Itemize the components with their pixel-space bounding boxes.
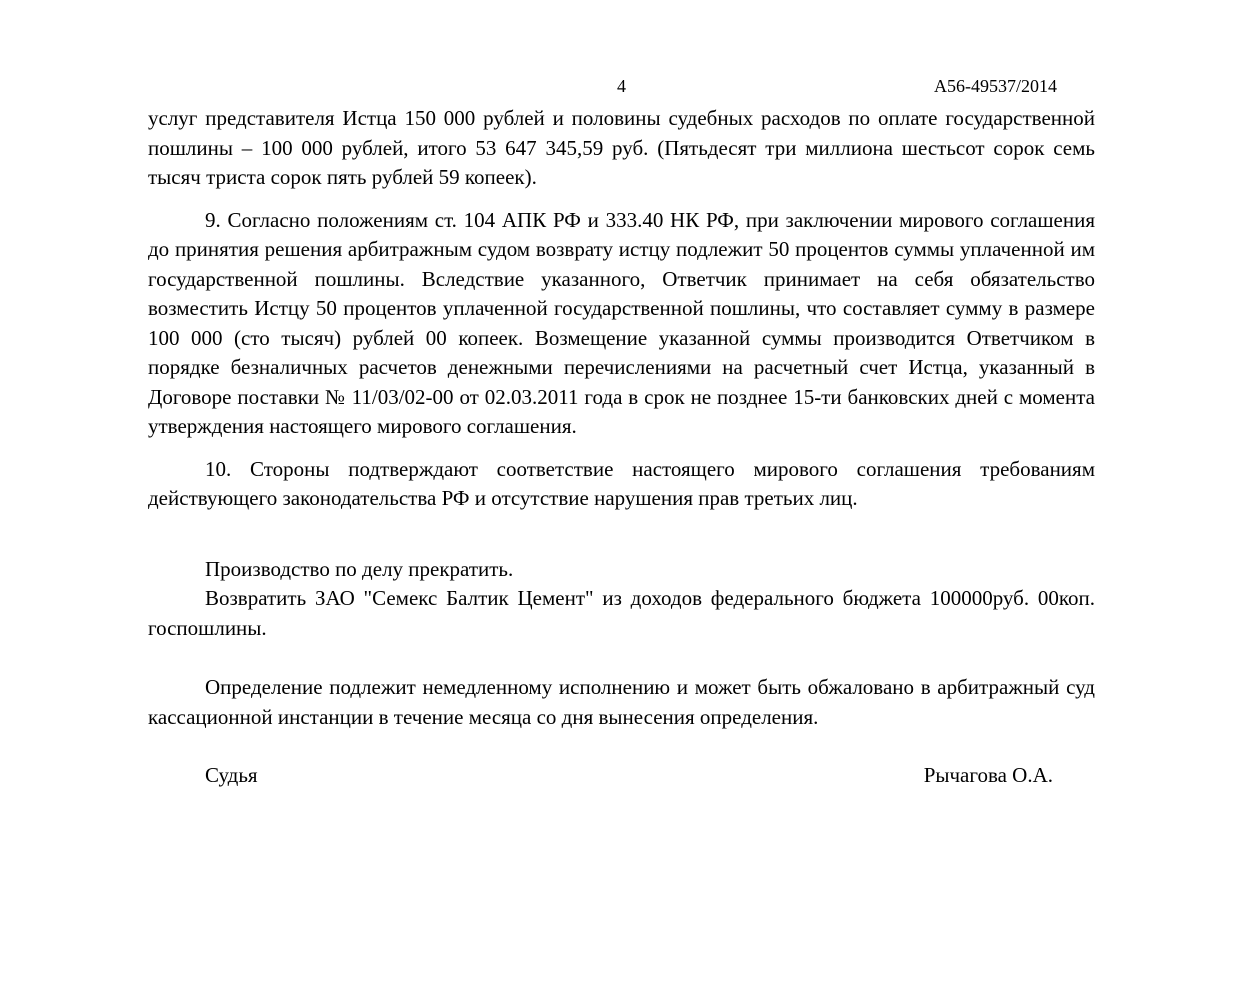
page-number: 4	[617, 76, 626, 96]
judge-label: Судья	[205, 763, 258, 787]
document-body	[148, 104, 1095, 791]
paragraph-ruling-appeal: Определение подлежит немедленному исполнению и может быть обжаловано в арбитражный суд кассационной инстанции в течение месяца со дня вынесения определения.	[148, 675, 1095, 729]
paragraph-continuation: услуг представителя Истца 150 000 рублей и половины судебных расходов по оплате государственной пошлины – 100 000 рублей, итого 53 647 345,59 руб. (Пятьдесят три миллиона шестьсот сорок семь тысяч триста сорок пять рублей 59 копеек).	[148, 106, 1095, 189]
paragraph-fee-refund: Возвратить ЗАО "Семекс Балтик Цемент" из доходов федерального бюджета 100000руб. 00коп. госпошлины.	[148, 586, 1095, 640]
paragraph-case-termination: Производство по делу прекратить.	[205, 556, 514, 581]
paragraph-clause-10: 10. Стороны подтверждают соответствие настоящего мирового соглашения требованиям действующего законодательства РФ и отсутствие нарушения прав третьих лиц.	[148, 456, 1095, 510]
judge-name: Рычагова О.А.	[923, 763, 1053, 787]
page-header	[148, 0, 1095, 104]
case-number: А56-49537/2014	[934, 76, 1057, 96]
paragraph-clause-9: 9. Согласно положениям ст. 104 АПК РФ и 333.40 НК РФ, при заключении мирового соглашения до принятия решения арбитражным судом возврату истцу подлежит 50 процентов суммы уплаченной им государственной пошлины. Вследствие указанного, Ответчик принимает на себя обязательство возместить Истцу 50 процентов уплаченной государственной пошлины, что составляет сумму в размере 100 000 (сто тысяч) рублей 00 копеек. Возмещение указанной суммы производится Ответчиком в порядке безналичных расчетов денежными перечислениями на расчетный счет Истца, указанный в Договоре поставки № 11/03/02-00 от 02.03.2011 года в срок не позднее 15-ти банковских дней с момента утверждения настоящего мирового соглашения.	[148, 207, 1095, 438]
signature-row	[148, 761, 1095, 791]
